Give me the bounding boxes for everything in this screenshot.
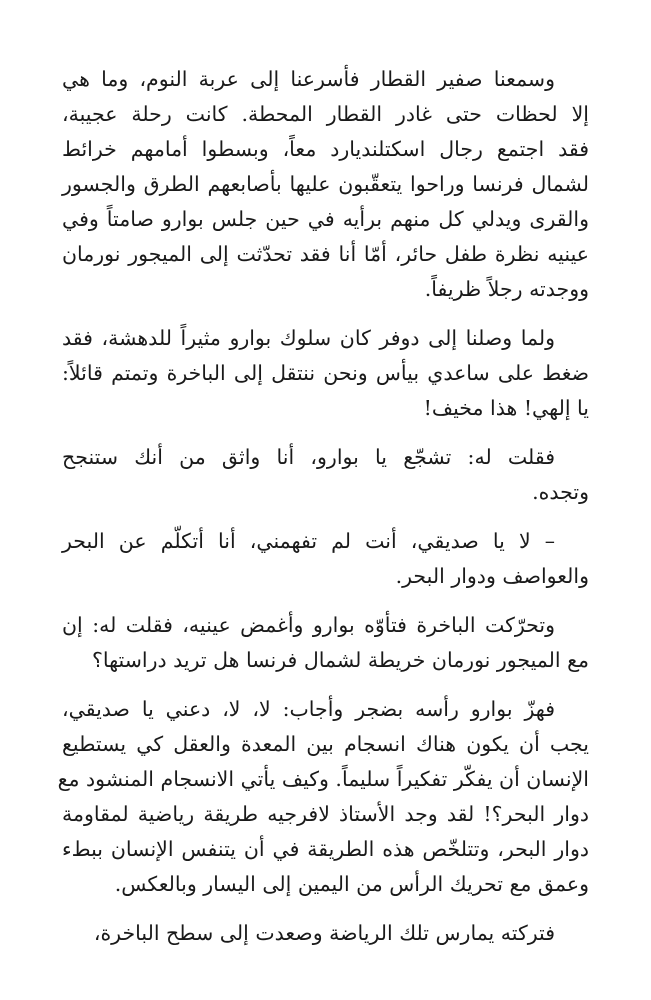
text-line: ولما وصلنا إلى دوفر كان سلوك بوارو مثيراً للدهشة، فقد: [62, 326, 555, 350]
text-line: فقلت له: تشجّع يا بوارو، أنا واثق من أنك ستنجح: [62, 445, 555, 469]
text-line: الإنسان أن يفكّر تفكيراً سليماً. وكيف يأتي الانسجام المنشود مع: [57, 767, 589, 791]
text-line: – لا يا صديقي، أنت لم تفهمني، أنا أتكلّم عن البحر: [62, 529, 555, 553]
text-line: وتحرّكت الباخرة فتأوّه بوارو وأغمض عينيه، فقلت له: إن: [62, 613, 555, 637]
text-line: فقد اجتمع رجال اسكتلنديارد معاً، وبسطوا أمامهم خرائط: [62, 137, 589, 161]
paragraph-4: [62, 524, 589, 594]
text-line: والعواصف ودوار البحر.: [395, 564, 589, 588]
text-line: ضغط على ساعدي بيأس ونحن ننتقل إلى الباخرة وتمتم قائلاً:: [62, 361, 589, 385]
paragraph-1: [62, 62, 589, 307]
text-line: يا إلهي! هذا مخيف!: [423, 396, 589, 420]
text-line: ووجدته رجلاً ظريفاً.: [424, 277, 589, 301]
text-line: فهزّ بوارو رأسه بضجر وأجاب: لا، لا، دعني يا صديقي،: [62, 697, 555, 721]
paragraph-6: [57, 692, 589, 902]
paragraph-3: [62, 440, 589, 510]
text-line: وسمعنا صفير القطار فأسرعنا إلى عربة النوم، وما هي: [62, 67, 555, 91]
text-line: لشمال فرنسا وراحوا يتعقّبون عليها بأصابعهم الطرق والجسور: [62, 172, 589, 196]
text-line: إلا لحظات حتى غادر القطار المحطة. كانت رحلة عجيبة،: [62, 102, 589, 126]
text-line: عينيه نظرة طفل حائر، أمّا أنا فقد تحدّثت إلى الميجور نورمان: [62, 242, 589, 266]
paragraph-7: [62, 916, 589, 951]
text-line: وتجده.: [532, 480, 589, 504]
text-line: والقرى ويدلي كل منهم برأيه في حين جلس بوارو صامتاً وفي: [62, 207, 589, 231]
text-line: دوار البحر، وتتلخّص هذه الطريقة في أن يتنفس الإنسان ببطء: [62, 837, 589, 861]
text-line: يجب أن يكون هناك انسجام بين المعدة والعقل كي يستطيع: [62, 732, 589, 756]
text-line: وعمق مع تحريك الرأس من اليمين إلى اليسار وبالعكس.: [114, 872, 589, 896]
text-line: فتركته يمارس تلك الرياضة وصعدت إلى سطح الباخرة،: [93, 921, 555, 945]
text-line: دوار البحر؟! لقد وجد الأستاذ لافرجيه طريقة رياضية لمقاومة: [62, 802, 589, 826]
paragraph-5: [62, 608, 589, 678]
text-line: مع الميجور نورمان خريطة لشمال فرنسا هل تريد دراستها؟: [91, 648, 589, 672]
paragraph-2: [62, 321, 589, 426]
